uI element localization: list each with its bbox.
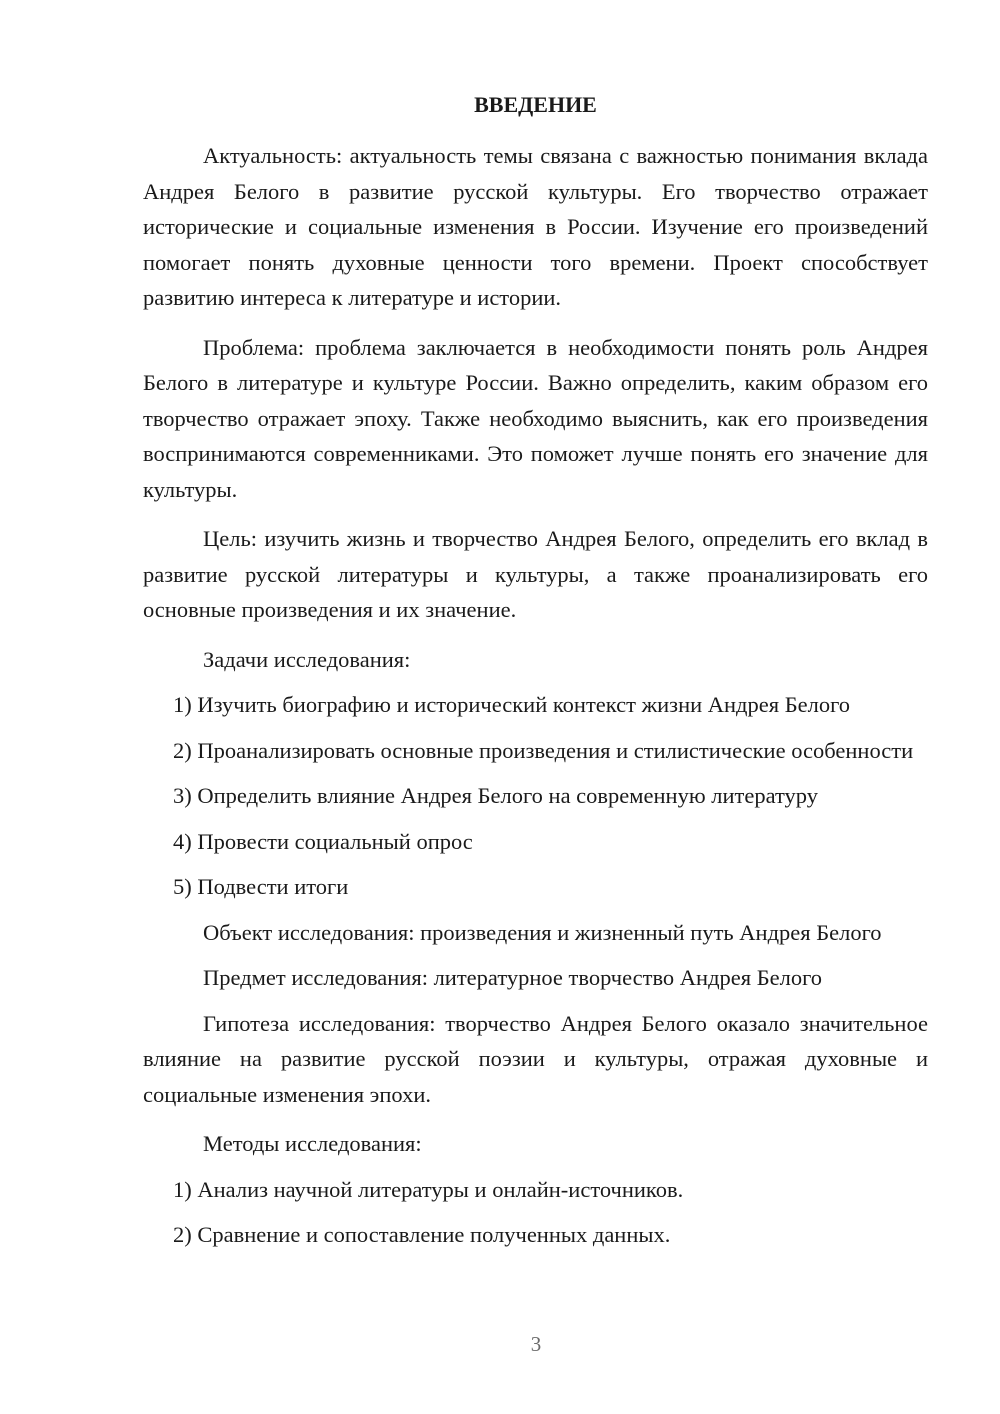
- tasks-heading: Задачи исследования:: [203, 646, 411, 672]
- page-number: 3: [530, 1332, 542, 1356]
- method-item: 2) Сравнение и сопоставление полученных данных.: [173, 1222, 671, 1247]
- relevance-paragraph: Актуальность: актуальность темы связана с важностью понимания вклада Андрея Белого в развитие русской культуры. Его творчество отражает исторические и социальные изменения в России. Изучение его произведений помогает понять духовные ценности того времени. Проект способствует развитию интереса к литературе и истории.: [143, 143, 928, 310]
- methods-heading: Методы исследования:: [203, 1131, 422, 1156]
- object-paragraph: Объект исследования: произведения и жизненный путь Андрея Белого: [203, 919, 882, 945]
- task-item: 3) Определить влияние Андрея Белого на современную литературу: [173, 783, 819, 808]
- hypothesis-paragraph: Гипотеза исследования: творчество Андрея Белого оказало значительное влияние на развитие русской поэзии и культуры, отражая духовные и социальные изменения эпохи.: [143, 1010, 928, 1107]
- task-item: 4) Провести социальный опрос: [173, 828, 473, 854]
- problem-paragraph: Проблема: проблема заключается в необходимости понять роль Андрея Белого в литературе и культуре России. Важно определить, каким образом его творчество отражает эпоху. Также необходимо выяснить, как его произведения воспринимаются современниками. Это поможет лучше понять его значение для культуры.: [143, 334, 928, 502]
- goal-paragraph: Цель: изучить жизнь и творчество Андрея Белого, определить его вклад в развитие русской литературы и культуры, а также проанализировать его основные произведения и их значение.: [143, 526, 928, 622]
- task-item: 2) Проанализировать основные произведения и стилистические особенности: [173, 737, 914, 763]
- section-title: ВВЕДЕНИЕ: [474, 92, 597, 117]
- task-item: 5) Подвести итоги: [173, 874, 349, 899]
- method-item: 1) Анализ научной литературы и онлайн-источников.: [173, 1176, 684, 1202]
- page-content: [143, 90, 928, 1253]
- subject-paragraph: Предмет исследования: литературное творчество Андрея Белого: [203, 965, 823, 990]
- task-item: 1) Изучить биографию и исторический контекст жизни Андрея Белого: [173, 692, 851, 717]
